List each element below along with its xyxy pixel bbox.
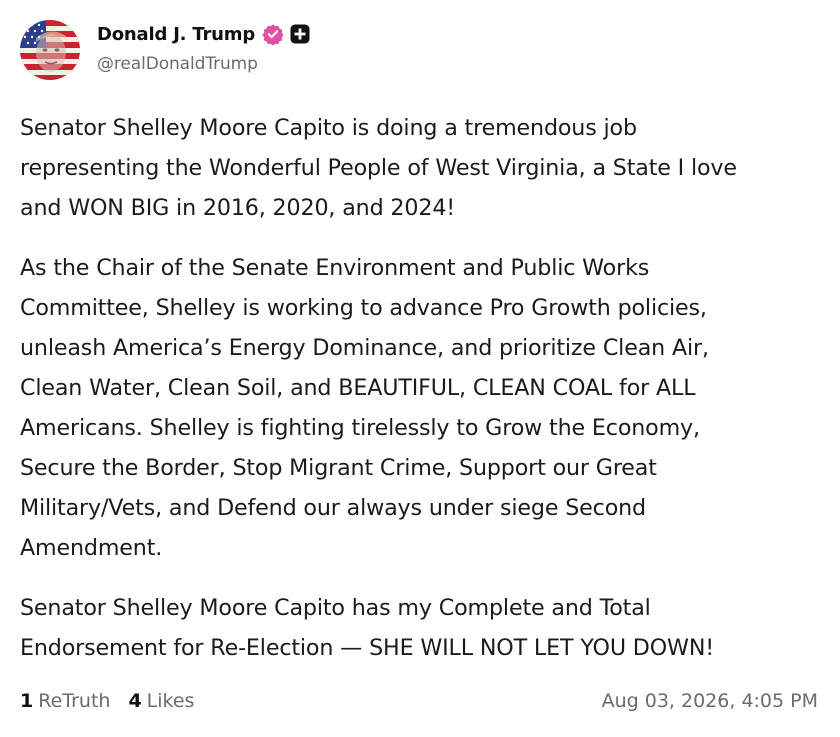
post-body (20, 108, 820, 688)
avatar[interactable] (20, 20, 80, 80)
retruths-stat[interactable] (20, 690, 110, 712)
name-row (97, 20, 310, 48)
likes-count: 4 (128, 690, 142, 712)
author-identity (97, 20, 310, 74)
post-header (20, 20, 310, 80)
post-timestamp[interactable]: Aug 03, 2026, 4:05 PM (601, 690, 818, 712)
likes-stat[interactable] (128, 690, 194, 712)
plus-badge-icon (290, 24, 310, 44)
avatar-image (20, 20, 80, 80)
post-paragraph: As the Chair of the Senate Environment and Public Works Committee, Shelley is working to advance Pro Growth policies, unleash America’s Energy Dominance, and prioritize Clean Air, Clean Water, Clean Soil, and BEAUTIFUL, CLEAN COAL for ALL Americans. Shelley is fighting tirelessly to Grow the Economy, Secure the Border, Stop Migrant Crime, Support our Great Military/Vets, and Defend our always under siege Second Amendment. (20, 255, 709, 561)
post-paragraph: Senator Shelley Moore Capito has my Complete and Total Endorsement for Re-Election — SHE WILL NOT LET YOU DOWN! (20, 595, 715, 661)
verified-badge-icon (262, 23, 284, 45)
likes-label: Likes (146, 690, 195, 712)
author-handle[interactable]: @realDonaldTrump (97, 54, 258, 74)
retruths-label: ReTruth (38, 690, 111, 712)
engagement-stats (20, 690, 194, 712)
author-display-name[interactable]: Donald J. Trump (97, 23, 256, 45)
retruths-count: 1 (20, 690, 34, 712)
post-footer (20, 686, 818, 716)
post-paragraph: Senator Shelley Moore Capito is doing a tremendous job representing the Wonderful People of West Virginia, a State I love and WON BIG in 2016, 2020, and 2024! (20, 115, 737, 221)
